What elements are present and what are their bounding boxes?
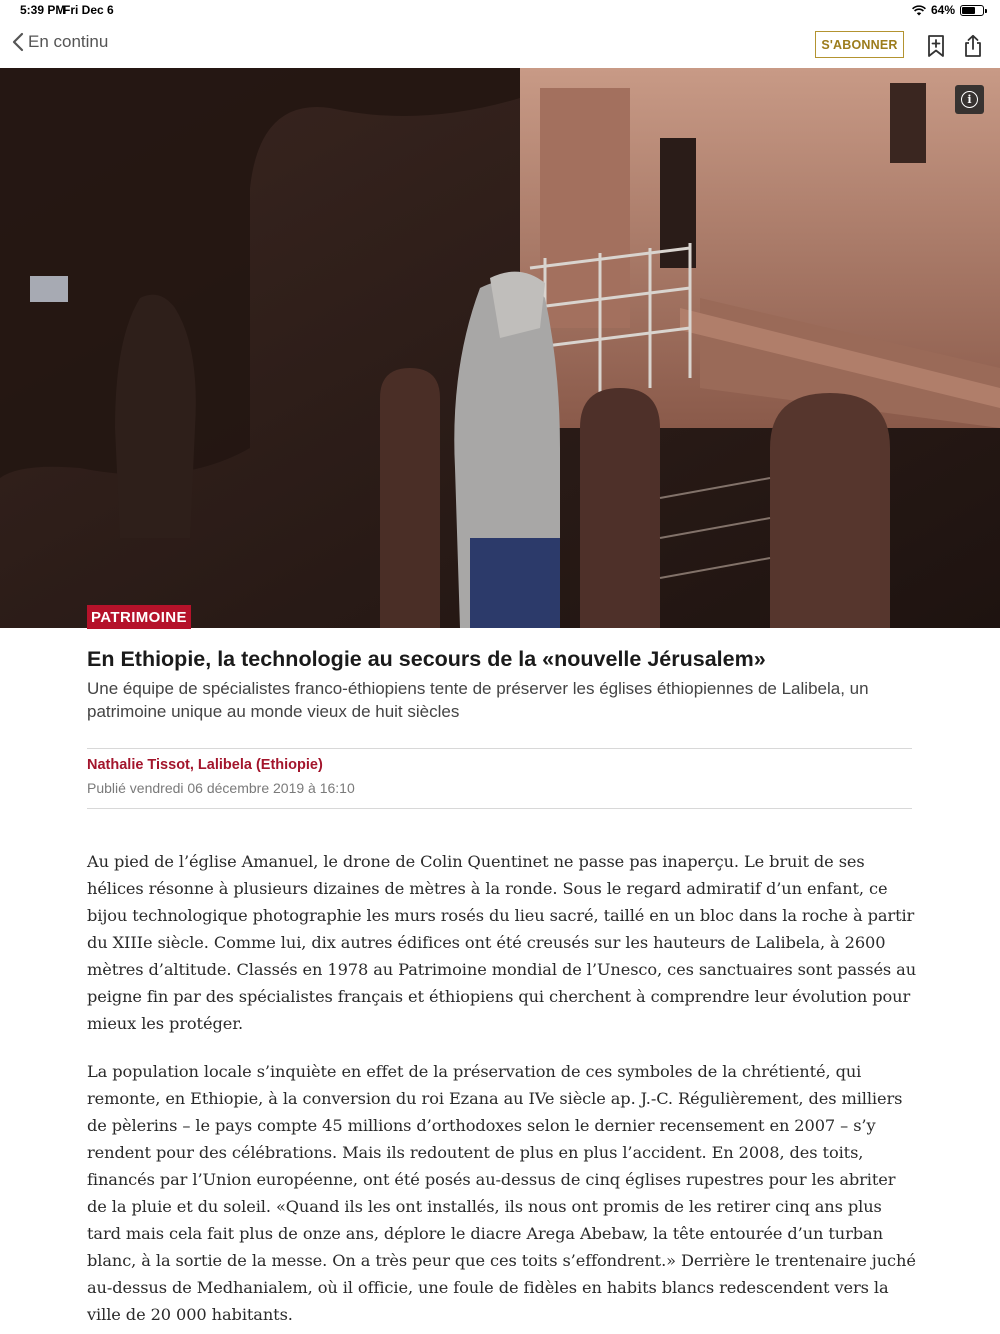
chevron-left-icon: [12, 32, 24, 52]
nav-bar: [0, 22, 1000, 68]
battery-percent: 64%: [930, 3, 955, 17]
article-title: En Ethiopie, la technologie au secours de la «nouvelle Jérusalem»: [87, 647, 766, 671]
status-date: Fri Dec 6: [63, 3, 114, 17]
photo-info-button[interactable]: [955, 85, 984, 114]
article-paragraph-2: La population locale s’inquiète en effet de la préservation de ces symboles de la chrétienté, qui remonte, en Ethiopie, à la conversion du roi Ezana au IVe siècle ap. J.-C. Régulièrement, des milliers de pèlerins – le pays compte 45 millions d’orthodoxes selon le dernier recensement en 2007 – s’y rendent pour des célébrations. Mais ils redoutent de plus en plus l’accident. En 2008, des toits, financés par l’Union européenne, ont été posés au-dessus de cinq églises rupestres pour les abriter de la pluie et du soleil. «Quand ils les ont installés, ils nous ont promis de les retirer cinq ans plus tard mais cela fait plus de onze ans, déplore le diacre Arega Abebaw, la tête entourée d’un turban blanc, à la sortie de la messe. On a très peur que ces toits s’effondrent.» Derrière le trentenaire juché au-dessus de Medhanialem, où il officie, une foule de fidèles en habits blancs redescendent vers la ville de 20 000 habitants.: [87, 1062, 916, 1324]
article-paragraph-1: Au pied de l’église Amanuel, le drone de Colin Quentinet ne passe pas inaperçu. Le bruit de ses hélices résonne à plusieurs dizaines de mètres à la ronde. Sous le regard admiratif d’un enfant, ce bijou technologique photographie les murs rosés du lieu sacré, taillé en un bloc dans la roche à partir du XIIIe siècle. Comme lui, dix autres édifices ont été creusés sur les hauteurs de Lalibela, à 2600 mètres d’altitude. Classés en 1978 au Patrimoine mondial de l’Unesco, ces sanctuaires sont passés au peigne fin par des spécialistes français et éthiopiens qui cherchent à comprendre leur évolution pour mieux les protéger.: [87, 852, 917, 1033]
divider-bottom: [87, 808, 912, 809]
battery-fill: [962, 7, 975, 14]
hero-photo-illustration: [0, 68, 1000, 628]
article-author[interactable]: Nathalie Tissot, Lalibela (Ethiopie): [87, 757, 323, 773]
hero-image: [0, 68, 1000, 628]
status-time: 5:39 PM: [20, 3, 66, 17]
status-bar: [0, 0, 1000, 22]
subscribe-button[interactable]: S'ABONNER: [815, 31, 904, 58]
battery-icon: [960, 5, 984, 16]
back-button[interactable]: [12, 32, 108, 52]
share-icon[interactable]: [962, 34, 984, 58]
wifi-icon: [912, 5, 926, 16]
back-label: En continu: [28, 32, 109, 51]
bookmark-add-icon[interactable]: [925, 34, 947, 58]
status-right: [912, 3, 984, 17]
category-tag: PATRIMOINE: [87, 605, 191, 629]
publish-date: Publié vendredi 06 décembre 2019 à 16:10: [87, 780, 355, 796]
article-lead: Une équipe de spécialistes franco-éthiopiens tente de préserver les églises éthiopiennes de Lalibela, un patrimoine unique au monde vieux de huit siècles: [87, 679, 869, 721]
divider-top: [87, 748, 912, 749]
info-icon: i: [961, 91, 978, 108]
